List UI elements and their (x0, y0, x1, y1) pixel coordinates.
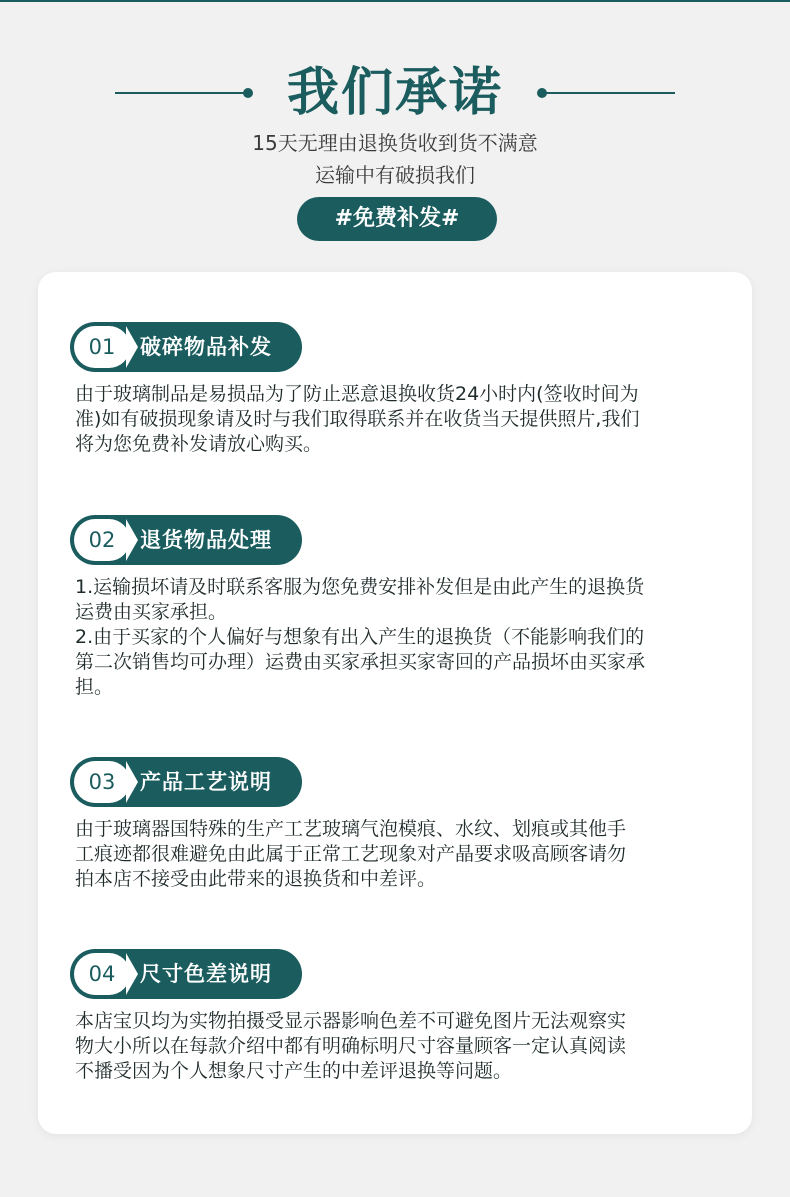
section-body (75, 382, 721, 457)
body-line: 2.由于买家的个人偏好与想象有出入产生的退换货（不能影响我们的 (75, 626, 645, 648)
section-title: 尺寸色差说明 (140, 962, 272, 986)
body-line: 准)如有破损现象请及时与我们取得联系并在收货当天提供照片,我们 (75, 408, 640, 430)
badge-arrow-icon (126, 519, 138, 561)
body-line: 1.运输损坏请及时联系客服为您免费安排补发但是由此产生的退换货 (75, 576, 645, 598)
section-number: 04 (74, 953, 130, 995)
section-badge (70, 757, 302, 807)
subtitle-line-2: 运输中有破损我们 (315, 163, 475, 187)
section-badge (70, 322, 302, 372)
section-number: 02 (74, 519, 130, 561)
badge-arrow-icon (126, 761, 138, 803)
section-body (75, 1009, 721, 1084)
title-row (0, 60, 790, 126)
body-line: 本店宝贝均为实物拍摄受显示器影响色差不可避免图片无法观察实 (75, 1010, 627, 1032)
section-number: 01 (74, 326, 130, 368)
body-line: 物大小所以在每款介绍中都有明确标明尺寸容量顾客一定认真阅读 (75, 1035, 627, 1057)
section-body (75, 817, 721, 892)
right-decor-line (545, 92, 675, 94)
body-line: 工痕迹都很难避免由此属于正常工艺现象对产晶要求吸高顾客请勿 (75, 843, 627, 865)
body-line: 担。 (75, 676, 114, 698)
body-line: 将为您免费补发请放心购买。 (75, 433, 323, 455)
section-badge (70, 949, 302, 999)
badge-arrow-icon (126, 953, 138, 995)
body-line: 运费由买家承担。 (75, 601, 228, 623)
body-line: 拍本店不接受由此带来的退换货和中差评。 (75, 868, 437, 890)
badge-arrow-icon (126, 326, 138, 368)
body-line: 由于玻璃器国特殊的生产工艺玻璃气泡模痕、水纹、划痕或其他手 (75, 818, 627, 840)
top-accent-line (0, 0, 790, 2)
section-title: 破碎物品补发 (140, 335, 272, 359)
body-line: 不播受因为个人想象尺寸产生的中差评退换等问题。 (75, 1060, 513, 1082)
section-badge (70, 515, 302, 565)
subtitle-line-1: 15天无理由退换货收到货不满意 (252, 131, 538, 155)
free-resend-badge: #免费补发# (297, 197, 497, 241)
promise-card (38, 272, 752, 1134)
body-line: 由于玻璃制品是易损品为了防止恶意退换收货24小时内(签收时间为 (75, 383, 639, 405)
section-number: 03 (74, 761, 130, 803)
page-title: 我们承诺 (286, 63, 503, 123)
section-title: 产品工艺说明 (140, 770, 272, 794)
section-title: 退货物品处理 (140, 528, 272, 552)
body-line: 第二次销售均可办理）运费由买家承担买家寄回的产品损坏由买家承 (75, 651, 646, 673)
section-body (75, 575, 721, 700)
